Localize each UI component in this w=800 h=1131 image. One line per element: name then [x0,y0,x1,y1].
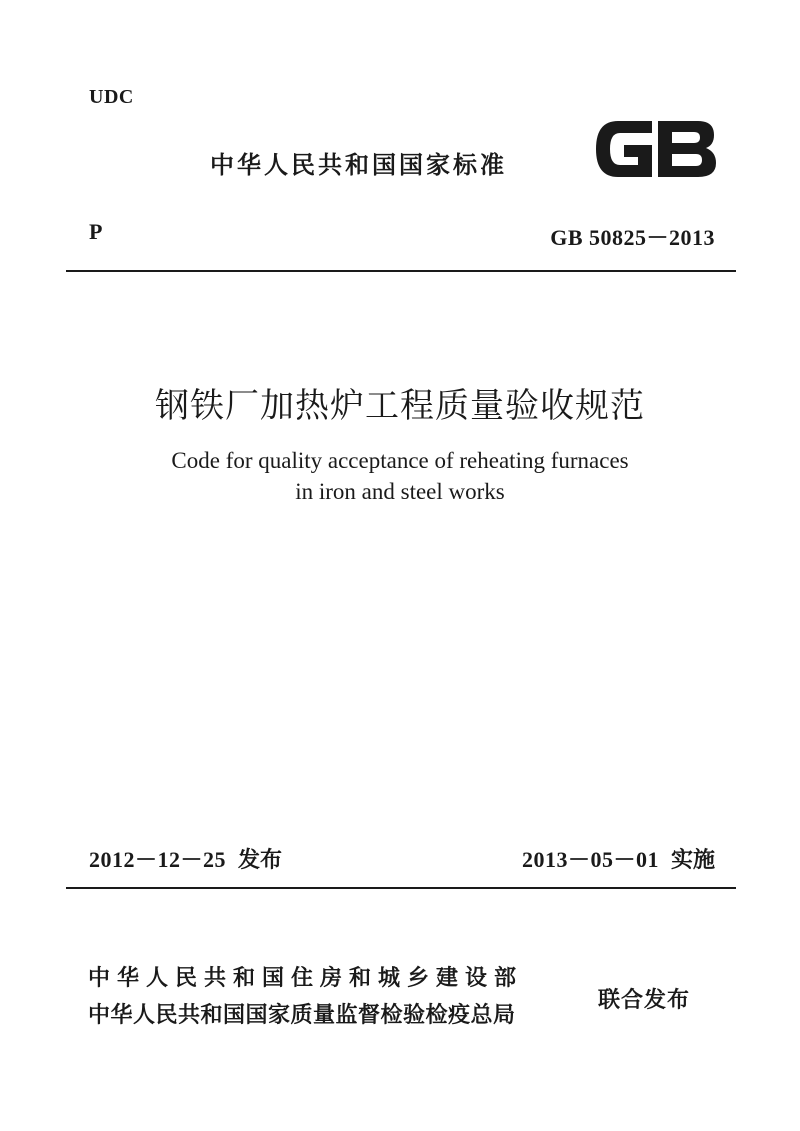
bottom-divider [66,887,736,889]
udc-label: UDC [89,86,134,108]
issuer-ministry: 中华人民共和国住房和城乡建设部 [88,966,524,991]
gb-logo [590,115,720,183]
top-divider [66,270,736,272]
effective-date-block [522,843,715,874]
effective-label: 实施 [670,848,715,873]
issue-label: 发布 [238,848,283,873]
title-chinese: 钢铁厂加热炉工程质量验收规范 [155,386,645,426]
effective-date: 2013－05－01 [521,847,659,872]
standard-number: GB 50825－2013 [550,225,715,250]
title-english-line2: in iron and steel works [295,479,505,504]
joint-issue-label: 联合发布 [598,988,691,1013]
classification-code: P [89,219,103,244]
standard-type: 中华人民共和国国家标准 [210,151,507,179]
issue-date: 2012－12－25 [89,847,227,872]
title-english-line1: Code for quality acceptance of reheating furnaces [171,448,629,473]
issue-date-block [89,843,282,874]
issuer-aqsiq: 中华人民共和国国家质量监督检验检疫总局 [88,1003,516,1028]
